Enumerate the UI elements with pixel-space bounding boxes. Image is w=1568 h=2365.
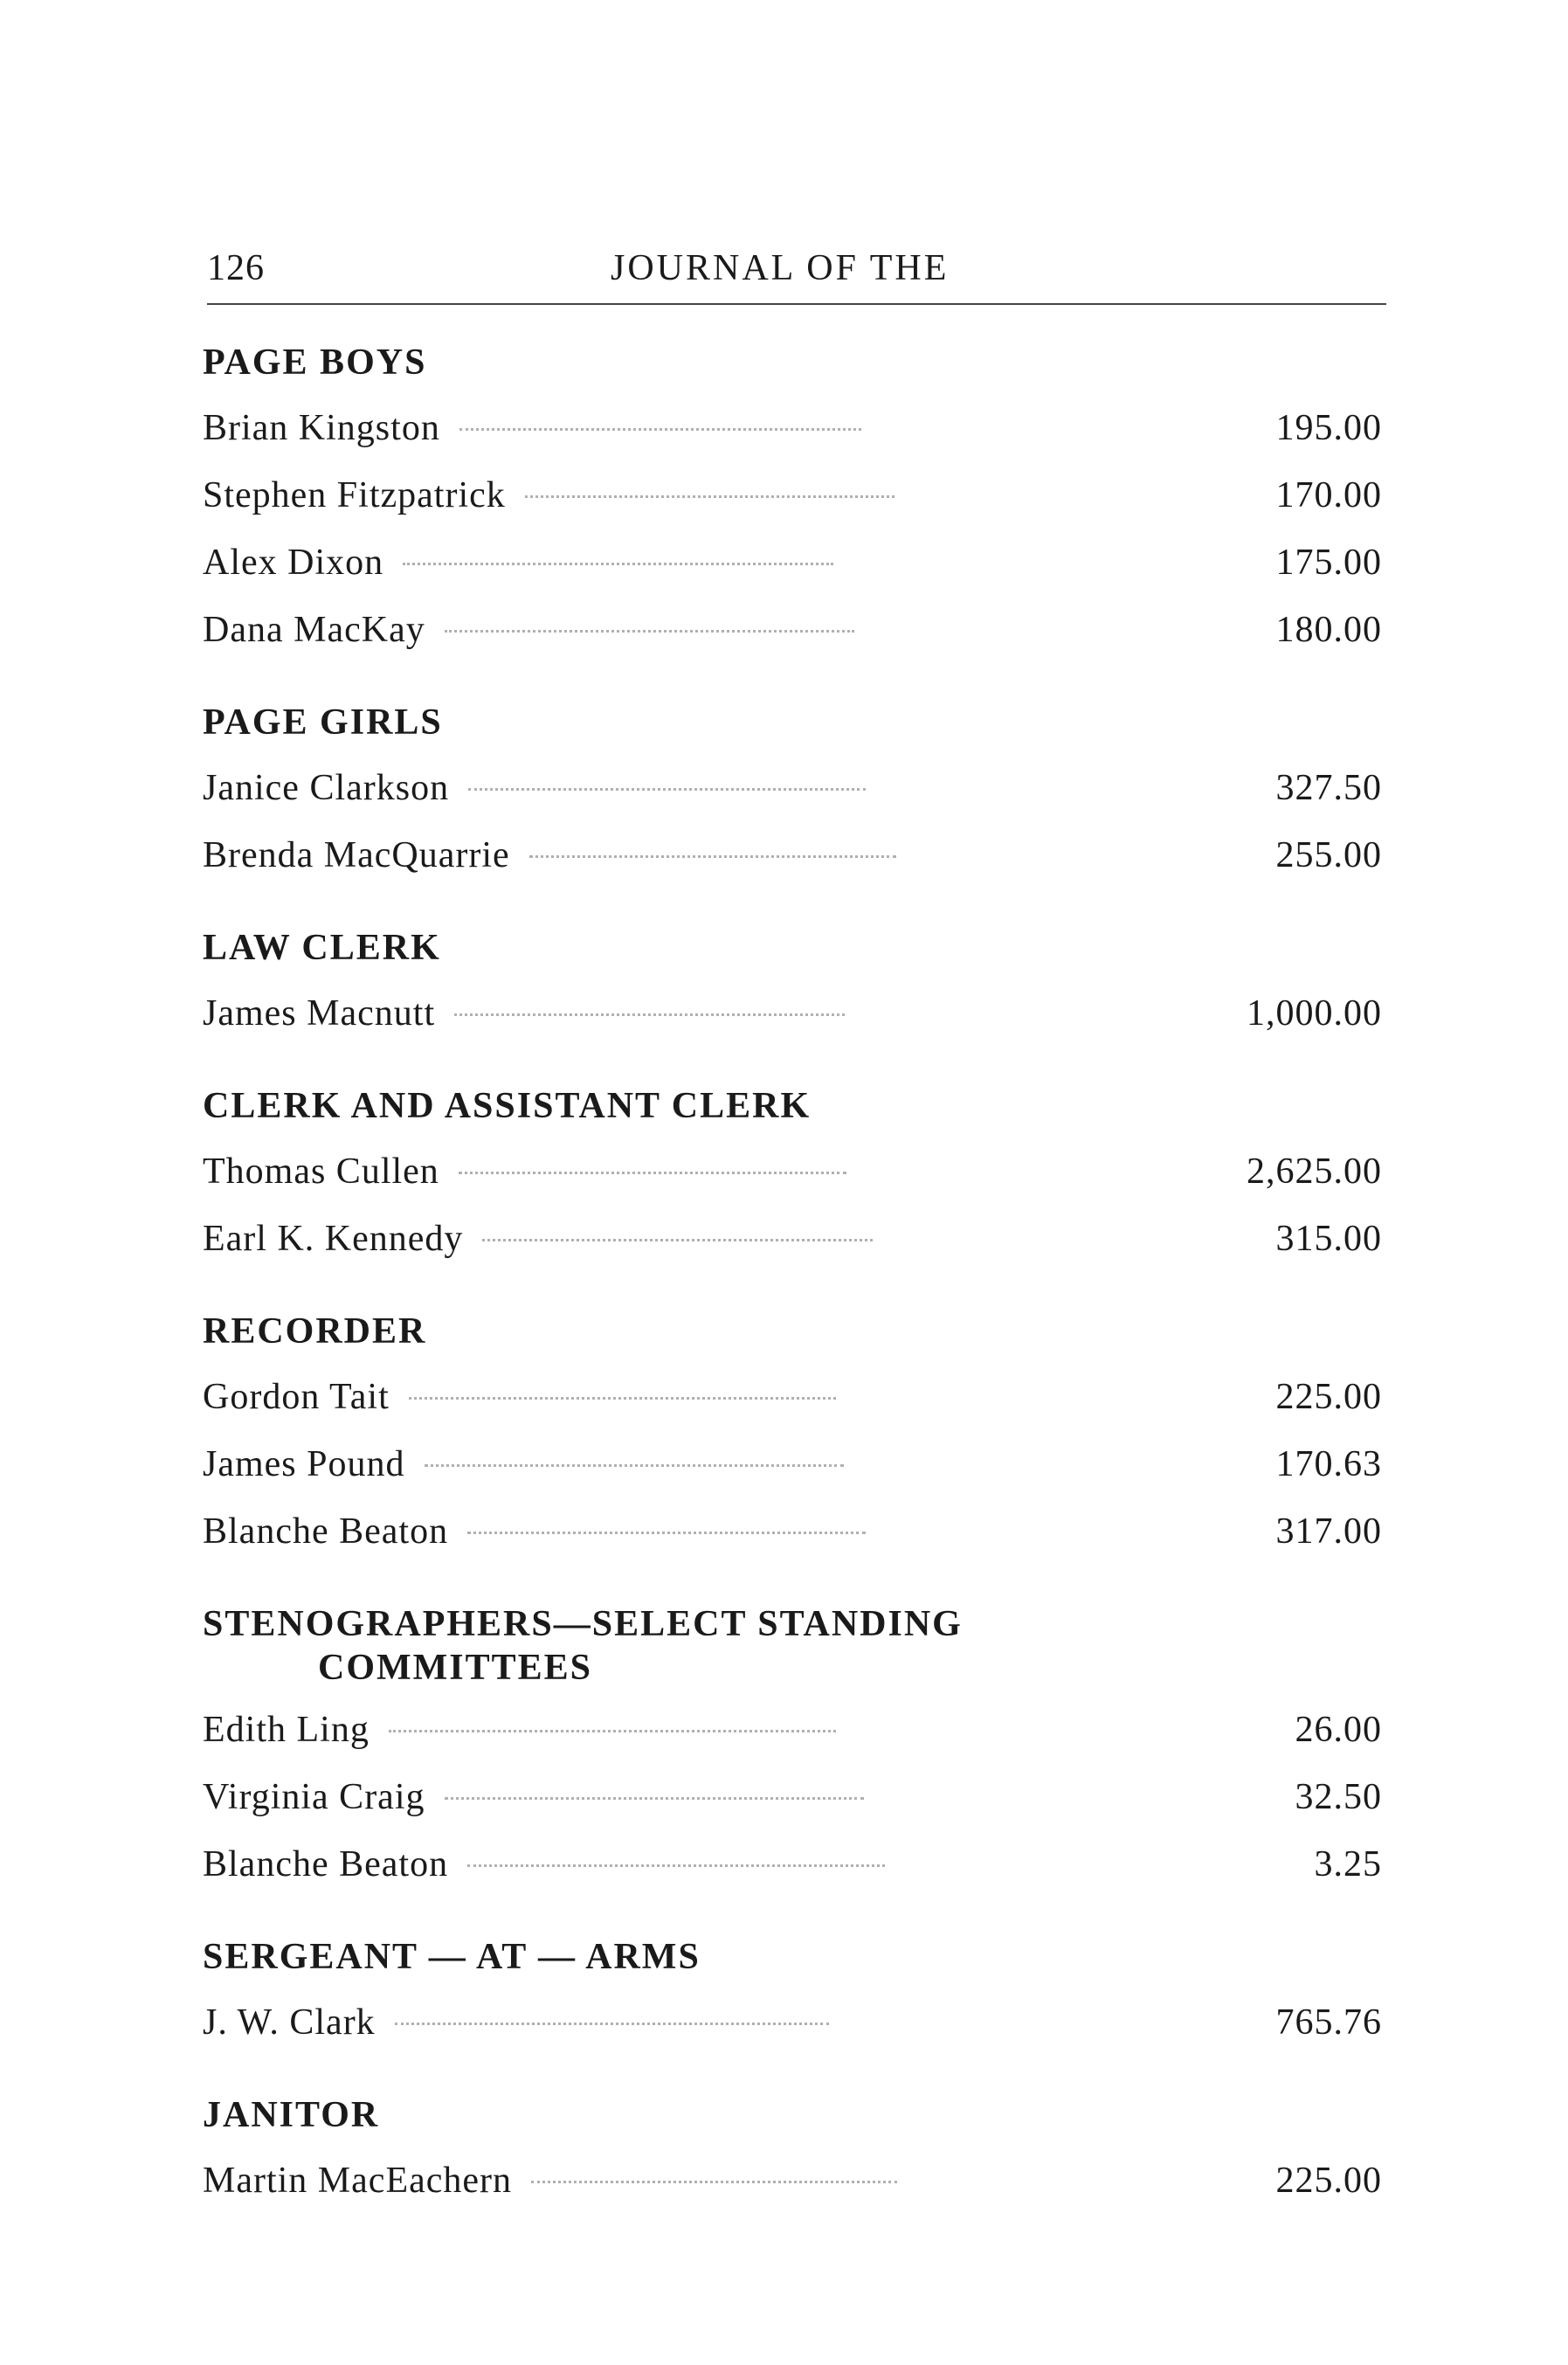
entry-amount: 195.00 <box>1275 408 1383 448</box>
section-heading: PAGE BOYS <box>203 342 427 383</box>
entry-name: Edith Ling <box>203 1710 370 1750</box>
section-heading-line2: COMMITTEES <box>318 1648 593 1688</box>
dot-leader <box>445 630 854 633</box>
entry-row <box>203 2002 1382 2069</box>
entry-amount: 317.00 <box>1275 1511 1383 1552</box>
entry-amount: 180.00 <box>1275 610 1382 650</box>
entry-amount: 170.63 <box>1275 1444 1382 1484</box>
dot-leader <box>467 1864 885 1867</box>
entry-amount: 2,625.00 <box>1247 1151 1382 1192</box>
dot-leader <box>409 1397 836 1400</box>
entry-name: Earl K. Kennedy <box>203 1219 464 1259</box>
dot-leader <box>403 563 833 565</box>
section-law-clerk <box>203 926 1382 1060</box>
entry-name: Martin MacEachern <box>203 2161 513 2201</box>
section-heading: JANITOR <box>203 2095 380 2135</box>
entry-name: Stephen Fitzpatrick <box>203 475 506 515</box>
entry-row <box>203 1843 1382 1911</box>
section-clerk-and-assistant-clerk <box>203 1084 1382 1285</box>
running-head: JOURNAL OF THE <box>611 248 950 288</box>
section-heading: SERGEANT — AT — ARMS <box>203 1937 701 1977</box>
entry-row <box>203 2160 1382 2227</box>
entry-name: Gordon Tait <box>203 1377 390 1417</box>
entry-name: Janice Clarkson <box>203 768 450 808</box>
entry-amount: 3.25 <box>1314 1844 1383 1884</box>
section-heading: CLERK AND ASSISTANT CLERK <box>203 1086 812 1126</box>
section-heading <box>203 1602 1382 1690</box>
entry-row <box>203 542 1382 609</box>
entry-amount: 225.00 <box>1275 2161 1383 2201</box>
entry-name: Brian Kingston <box>203 408 440 448</box>
dot-leader <box>468 788 866 791</box>
dot-leader <box>389 1730 836 1732</box>
entry-name: Blanche Beaton <box>203 1844 449 1884</box>
entry-row <box>203 1218 1382 1285</box>
dot-leader <box>459 1172 846 1174</box>
entry-row <box>203 1511 1382 1578</box>
entry-row <box>203 609 1382 676</box>
entry-amount: 255.00 <box>1275 835 1383 875</box>
entry-row <box>203 1776 1382 1843</box>
entry-name: Blanche Beaton <box>203 1511 449 1552</box>
entry-row <box>203 992 1382 1060</box>
dot-leader <box>454 1013 844 1016</box>
entry-amount: 315.00 <box>1275 1219 1382 1259</box>
entry-name: James Pound <box>203 1444 405 1484</box>
entry-row <box>203 1151 1382 1218</box>
dot-leader <box>425 1464 845 1467</box>
entry-amount: 225.00 <box>1275 1377 1383 1417</box>
dot-leader <box>459 428 861 431</box>
dot-leader <box>467 1532 866 1534</box>
entry-name: Alex Dixon <box>203 543 384 583</box>
section-stenographers <box>203 1602 1382 1911</box>
entry-amount: 26.00 <box>1295 1710 1383 1750</box>
payroll-listing <box>203 341 1382 2251</box>
entry-name: J. W. Clark <box>203 2002 376 2043</box>
entry-name: Dana MacKay <box>203 610 425 650</box>
section-page-boys <box>203 341 1382 676</box>
entry-amount: 765.76 <box>1275 2002 1382 2043</box>
section-heading: PAGE GIRLS <box>203 702 443 743</box>
entry-row <box>203 407 1382 474</box>
dot-leader <box>482 1239 873 1241</box>
entry-amount: 1,000.00 <box>1247 993 1383 1034</box>
section-sergeant-at-arms <box>203 1935 1382 2069</box>
entry-amount: 175.00 <box>1275 543 1382 583</box>
dot-leader <box>445 1797 864 1800</box>
entry-row <box>203 767 1382 834</box>
section-heading: LAW CLERK <box>203 928 441 968</box>
entry-row <box>203 1443 1382 1511</box>
section-recorder <box>203 1310 1382 1578</box>
dot-leader <box>529 855 896 858</box>
entry-name: Brenda MacQuarrie <box>203 835 510 875</box>
section-heading-line1: STENOGRAPHERS—SELECT STANDING <box>203 1604 963 1644</box>
entry-name: Thomas Cullen <box>203 1151 439 1192</box>
entry-row <box>203 474 1382 542</box>
section-page-girls <box>203 701 1382 902</box>
entry-row <box>203 1709 1382 1776</box>
section-heading: RECORDER <box>203 1311 427 1352</box>
entry-row <box>203 834 1382 902</box>
dot-leader <box>531 2181 897 2183</box>
entry-amount: 327.50 <box>1275 768 1382 808</box>
entry-amount: 32.50 <box>1295 1777 1382 1817</box>
entry-row <box>203 1376 1382 1443</box>
dot-leader <box>395 2023 829 2025</box>
section-janitor <box>203 2093 1382 2227</box>
entry-amount: 170.00 <box>1275 475 1383 515</box>
entry-name: James Macnutt <box>203 993 436 1034</box>
page-header <box>207 240 1386 305</box>
dot-leader <box>525 495 895 498</box>
entry-name: Virginia Craig <box>203 1777 425 1817</box>
page-number: 126 <box>207 248 265 288</box>
